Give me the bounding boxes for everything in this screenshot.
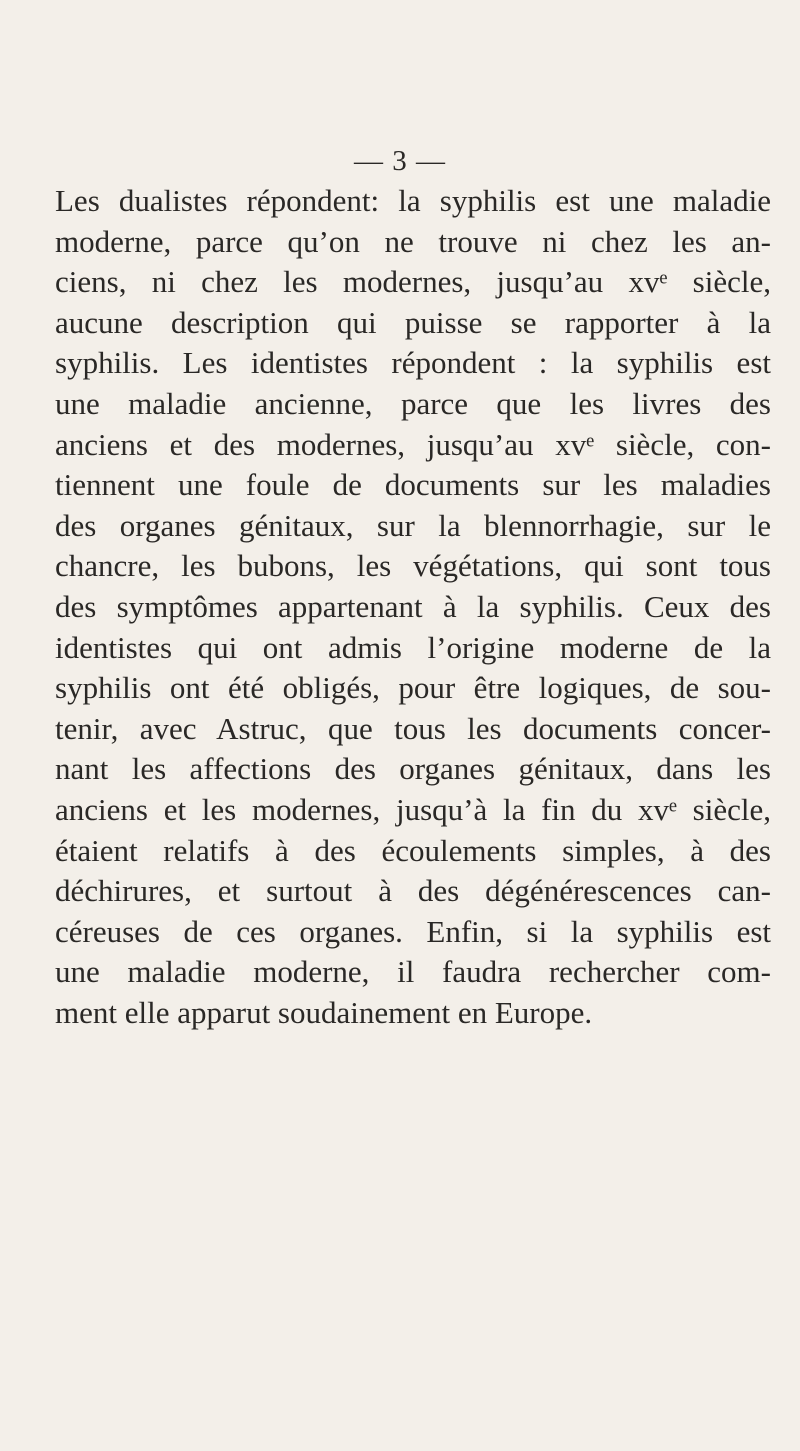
text-line: anciens et les modernes, jusqu’à la fin du xvᵉ siècle, bbox=[55, 791, 771, 827]
text-line: une maladie ancienne, parce que les livres des bbox=[55, 385, 771, 421]
text-line: tiennent une foule de documents sur les maladies bbox=[55, 467, 771, 503]
text-line: des symptômes appartenant à la syphilis. Ceux des bbox=[55, 588, 771, 624]
text-line: moderne, parce qu’on ne trouve ni chez les an- bbox=[55, 223, 771, 259]
text-line: ment elle apparut soudainement en Europe. bbox=[55, 994, 593, 1030]
text-line: ciens, ni chez les modernes, jusqu’au xvᵉ siècle, bbox=[55, 264, 771, 300]
text-line: syphilis ont été obligés, pour être logiques, de sou- bbox=[55, 670, 771, 706]
text-line: nant les affections des organes génitaux, dans les bbox=[55, 751, 771, 787]
text-line: céreuses de ces organes. Enfin, si la syphilis est bbox=[55, 913, 771, 949]
body-paragraph bbox=[55, 181, 771, 1033]
text-line: des organes génitaux, sur la blennorrhagie, sur le bbox=[55, 507, 771, 543]
text-line: identistes qui ont admis l’origine moderne de la bbox=[55, 629, 771, 665]
text-line: chancre, les bubons, les végétations, qui sont tous bbox=[55, 548, 771, 584]
text-line: syphilis. Les identistes répondent : la syphilis est bbox=[55, 345, 771, 381]
text-line: déchirures, et surtout à des dégénérescences can- bbox=[55, 873, 771, 909]
text-line: Les dualistes répondent: la syphilis est une maladie bbox=[55, 183, 771, 218]
text-line: tenir, avec Astruc, que tous les documents concer- bbox=[55, 710, 771, 746]
text-line: anciens et des modernes, jusqu’au xvᵉ siècle, con- bbox=[55, 426, 771, 462]
text-line: une maladie moderne, il faudra rechercher com- bbox=[55, 954, 771, 990]
text-line: aucune description qui puisse se rapporter à la bbox=[55, 304, 771, 340]
text-line: étaient relatifs à des écoulements simples, à des bbox=[55, 832, 771, 868]
page-number: — 3 — bbox=[354, 145, 446, 177]
